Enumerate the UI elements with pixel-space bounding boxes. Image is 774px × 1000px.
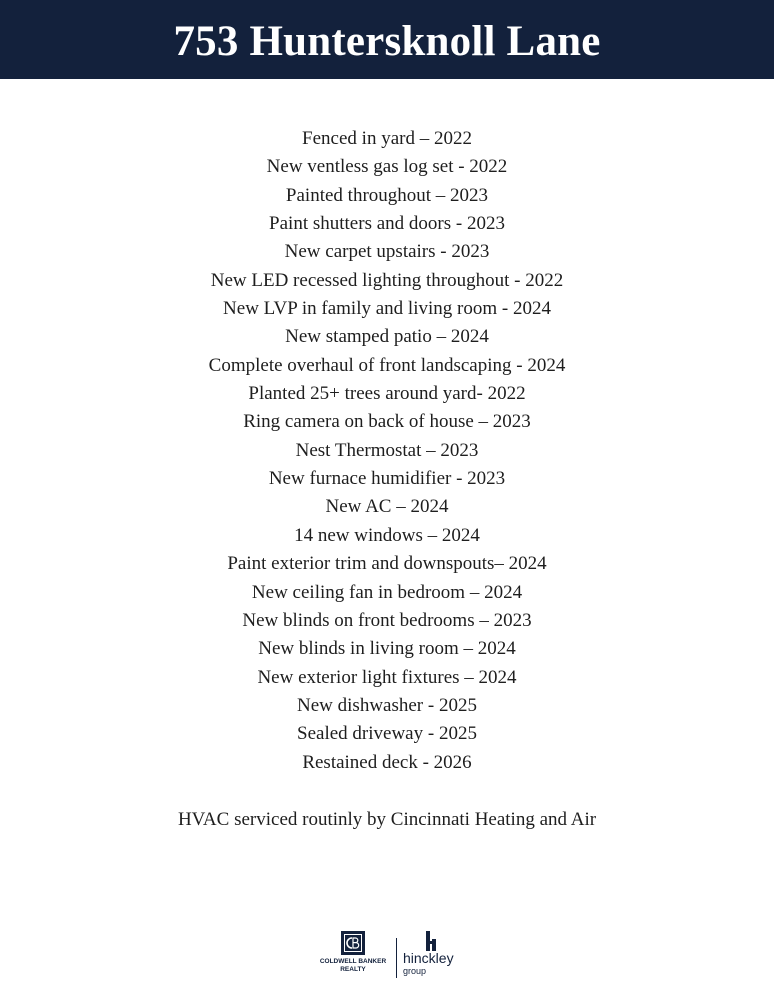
hinckley-wordmark: hinckley <box>403 950 454 966</box>
list-item: New carpet upstairs - 2023 <box>284 241 490 263</box>
page-header <box>0 0 774 79</box>
list-item: New ceiling fan in bedroom – 2024 <box>251 581 523 603</box>
list-item: Paint exterior trim and downspouts– 2024 <box>227 553 547 575</box>
list-item: Complete overhaul of front landscaping - 2024 <box>208 354 566 376</box>
list-item: New LED recessed lighting throughout - 2022 <box>210 269 564 291</box>
list-item: Nest Thermostat – 2023 <box>295 439 479 461</box>
list-item: Planted 25+ trees around yard- 2022 <box>248 383 526 405</box>
list-item: New blinds in living room – 2024 <box>258 638 516 660</box>
list-item: Ring camera on back of house – 2023 <box>243 411 531 433</box>
list-item: New dishwasher - 2025 <box>297 694 477 716</box>
improvements-list <box>0 125 774 777</box>
hinckley-group-logo <box>400 928 466 984</box>
list-item: Paint shutters and doors - 2023 <box>269 213 505 235</box>
hvac-note: HVAC serviced routinly by Cincinnati Heating and Air <box>177 809 597 830</box>
list-item: New AC – 2024 <box>325 496 449 518</box>
list-item: Restained deck - 2026 <box>302 751 472 773</box>
list-item: New LVP in family and living room - 2024 <box>223 298 551 320</box>
cb-monogram-icon <box>341 931 365 955</box>
list-item: New furnace humidifier - 2023 <box>268 468 506 490</box>
coldwell-banker-logo <box>310 928 396 984</box>
list-item: New ventless gas log set - 2022 <box>266 156 508 178</box>
logo-divider <box>396 938 397 978</box>
list-item: Sealed driveway - 2025 <box>297 723 477 745</box>
hinckley-group-label: group <box>403 966 427 976</box>
list-item: New blinds on front bedrooms – 2023 <box>242 609 532 631</box>
list-item: New exterior light fixtures – 2024 <box>257 666 517 688</box>
coldwell-banker-wordmark: COLDWELL BANKER REALTY <box>319 958 387 973</box>
list-item: 14 new windows – 2024 <box>294 524 480 546</box>
list-item: New stamped patio – 2024 <box>285 326 489 348</box>
list-item: Fenced in yard – 2022 <box>302 128 472 149</box>
page-title: 753 Huntersknoll Lane <box>173 18 601 65</box>
list-item: Painted throughout – 2023 <box>285 184 489 206</box>
footer-logos <box>0 928 774 984</box>
